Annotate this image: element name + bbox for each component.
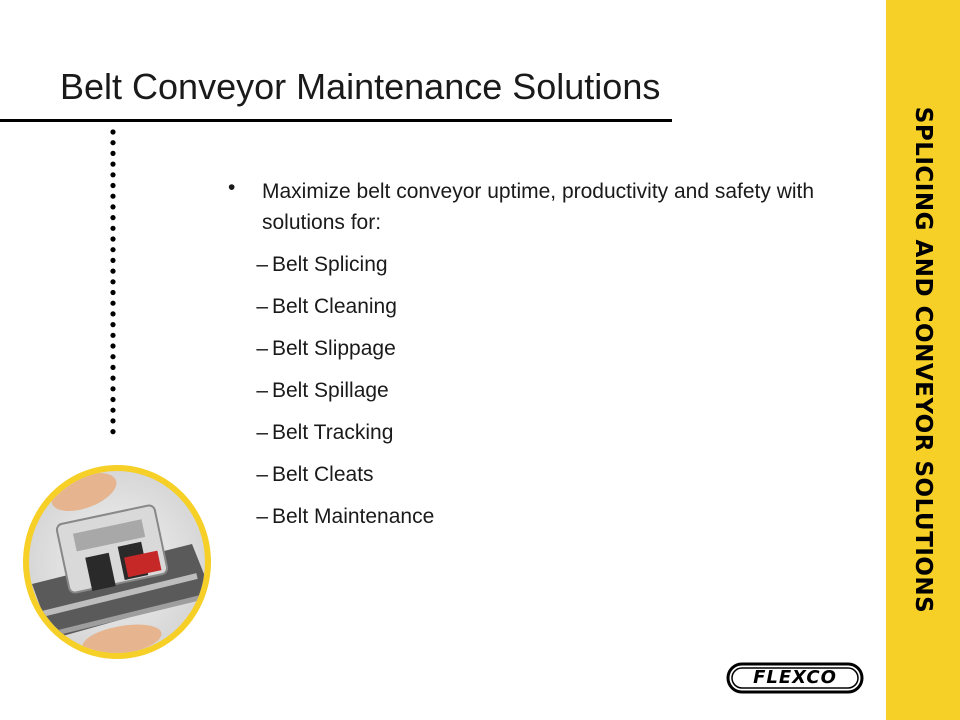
sub-item-text: Belt Splicing	[272, 253, 388, 276]
divider-dot	[110, 333, 115, 338]
sidebar-banner-text: SPLICING AND CONVEYOR SOLUTIONS	[910, 106, 936, 614]
divider-dot	[110, 322, 115, 327]
sub-marker: –	[256, 421, 268, 444]
divider-dot	[110, 172, 115, 177]
sidebar-banner	[886, 0, 960, 720]
divider-dot	[110, 418, 115, 423]
sub-item-text: Belt Cleaning	[272, 295, 397, 318]
divider-dot	[110, 151, 115, 156]
sub-marker: –	[256, 253, 268, 276]
slide-title: Belt Conveyor Maintenance Solutions	[60, 66, 661, 107]
divider-dot	[110, 408, 115, 413]
divider-dot	[110, 183, 115, 188]
sub-item	[228, 454, 848, 496]
sub-item-text: Belt Tracking	[272, 421, 394, 444]
sub-list	[228, 244, 848, 538]
divider-dot	[110, 386, 115, 391]
divider-dot	[110, 247, 115, 252]
divider-dot	[110, 311, 115, 316]
belt-splicing-tool-photo-icon	[22, 464, 212, 660]
title-rule	[0, 119, 672, 122]
divider-dot	[110, 279, 115, 284]
divider-dot	[110, 365, 115, 370]
divider-dot	[110, 258, 115, 263]
sub-item	[228, 412, 848, 454]
divider-dot	[110, 269, 115, 274]
sub-item-text: Belt Slippage	[272, 337, 396, 360]
sub-marker: –	[256, 337, 268, 360]
divider-dot	[110, 194, 115, 199]
flexco-logo	[726, 662, 864, 694]
divider-dot	[110, 162, 115, 167]
bullet-marker: •	[228, 176, 236, 199]
divider-dot	[110, 129, 115, 134]
divider-dot	[110, 301, 115, 306]
sub-item-text: Belt Spillage	[272, 379, 389, 402]
divider-dot	[110, 343, 115, 348]
sub-marker: –	[256, 505, 268, 528]
sub-marker: –	[256, 379, 268, 402]
sub-marker: –	[256, 463, 268, 486]
divider-dot	[110, 354, 115, 359]
sub-item	[228, 244, 848, 286]
sub-item-text: Belt Maintenance	[272, 505, 435, 528]
sub-item	[228, 328, 848, 370]
sub-item	[228, 496, 848, 538]
divider-dot	[110, 226, 115, 231]
sub-marker: –	[256, 295, 268, 318]
content-area	[228, 176, 848, 538]
sub-item	[228, 286, 848, 328]
bullet-item	[228, 176, 848, 238]
bullet-text: Maximize belt conveyor uptime, productivity and safety with solutions for:	[262, 180, 815, 234]
divider-dot	[110, 236, 115, 241]
divider-dot	[110, 376, 115, 381]
sub-item	[228, 370, 848, 412]
divider-dot	[110, 429, 115, 434]
divider-dot	[110, 215, 115, 220]
flexco-logo-text: FLEXCO	[753, 667, 837, 688]
divider-dot	[110, 140, 115, 145]
sub-item-text: Belt Cleats	[272, 463, 374, 486]
divider-dot	[110, 397, 115, 402]
dotted-divider-icon	[108, 128, 118, 436]
divider-dot	[110, 290, 115, 295]
divider-dot	[110, 204, 115, 209]
